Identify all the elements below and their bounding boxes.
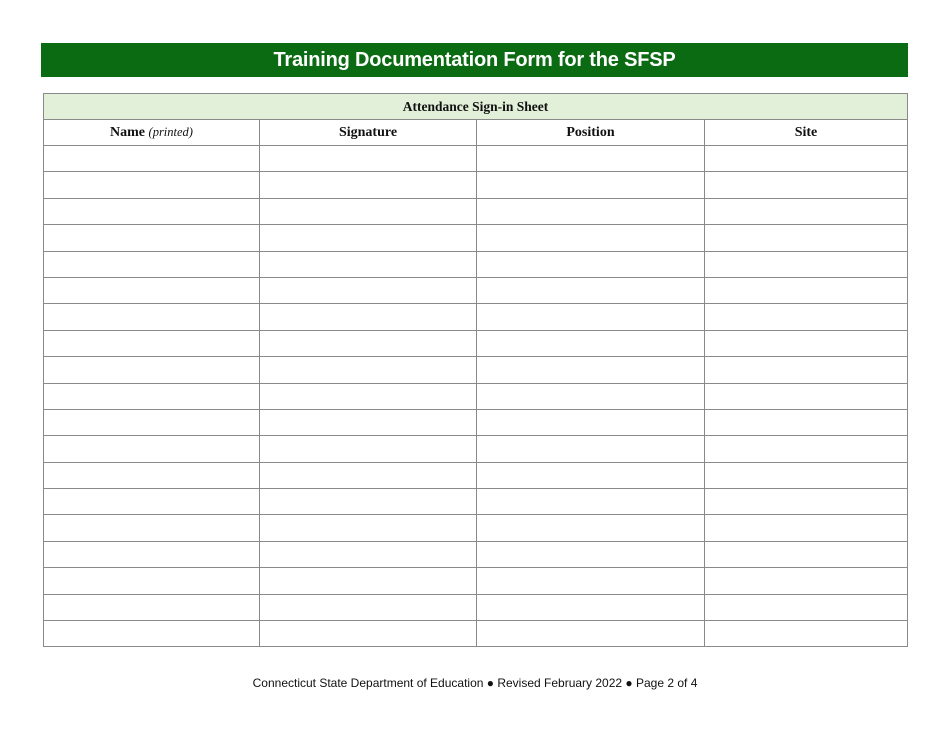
sign-in-row (44, 146, 908, 172)
sign-in-row (44, 198, 908, 224)
sign-in-row (44, 304, 908, 330)
sign-in-cell-name[interactable] (44, 568, 260, 594)
sign-in-cell-signature[interactable] (260, 304, 477, 330)
sign-in-cell-position[interactable] (477, 568, 705, 594)
sign-in-cell-name[interactable] (44, 409, 260, 435)
sign-in-cell-site[interactable] (705, 146, 908, 172)
sign-in-row (44, 489, 908, 515)
sign-in-cell-site[interactable] (705, 489, 908, 515)
sign-in-cell-position[interactable] (477, 146, 705, 172)
sign-in-cell-name[interactable] (44, 172, 260, 198)
sign-in-row (44, 383, 908, 409)
sign-in-cell-site[interactable] (705, 225, 908, 251)
sign-in-cell-signature[interactable] (260, 198, 477, 224)
sign-in-cell-name[interactable] (44, 146, 260, 172)
sign-in-row (44, 409, 908, 435)
sign-in-cell-site[interactable] (705, 568, 908, 594)
sign-in-cell-name[interactable] (44, 383, 260, 409)
sign-in-cell-signature[interactable] (260, 515, 477, 541)
sign-in-row (44, 251, 908, 277)
column-header-row (44, 120, 908, 146)
sign-in-row (44, 541, 908, 567)
sign-in-cell-signature[interactable] (260, 436, 477, 462)
sign-in-cell-position[interactable] (477, 409, 705, 435)
sign-in-rows (44, 146, 908, 647)
sign-in-row (44, 225, 908, 251)
form-title: Training Documentation Form for the SFSP (273, 48, 676, 71)
sign-in-cell-signature[interactable] (260, 409, 477, 435)
sign-in-row (44, 621, 908, 647)
form-title-banner (41, 43, 908, 77)
sign-in-cell-signature[interactable] (260, 594, 477, 620)
sign-in-cell-position[interactable] (477, 594, 705, 620)
sign-in-cell-signature[interactable] (260, 225, 477, 251)
column-header-name-label: Name (110, 124, 146, 140)
attendance-sign-in-table (43, 93, 908, 647)
sign-in-cell-signature[interactable] (260, 621, 477, 647)
sign-in-row (44, 462, 908, 488)
sign-in-cell-signature[interactable] (260, 568, 477, 594)
sign-in-cell-site[interactable] (705, 198, 908, 224)
sign-in-cell-site[interactable] (705, 515, 908, 541)
sign-in-cell-signature[interactable] (260, 330, 477, 356)
sign-in-cell-name[interactable] (44, 251, 260, 277)
sign-in-cell-site[interactable] (705, 621, 908, 647)
sign-in-cell-position[interactable] (477, 383, 705, 409)
sheet-title-row (44, 94, 908, 120)
sign-in-row (44, 172, 908, 198)
sign-in-cell-name[interactable] (44, 594, 260, 620)
sheet-title: Attendance Sign-in Sheet (44, 94, 908, 120)
sign-in-row (44, 568, 908, 594)
sign-in-cell-signature[interactable] (260, 277, 477, 303)
sign-in-row (44, 515, 908, 541)
sign-in-cell-position[interactable] (477, 515, 705, 541)
sign-in-row (44, 330, 908, 356)
sign-in-cell-position[interactable] (477, 436, 705, 462)
column-header-name (44, 120, 260, 146)
sign-in-cell-position[interactable] (477, 304, 705, 330)
sign-in-cell-position[interactable] (477, 541, 705, 567)
sign-in-cell-signature[interactable] (260, 251, 477, 277)
sign-in-cell-name[interactable] (44, 277, 260, 303)
sign-in-cell-name[interactable] (44, 436, 260, 462)
footer-text: Connecticut State Department of Education ● Revised February 2022 ● Page 2 of 4 (252, 676, 698, 690)
sign-in-cell-position[interactable] (477, 462, 705, 488)
sign-in-cell-position[interactable] (477, 357, 705, 383)
sign-in-cell-position[interactable] (477, 251, 705, 277)
sign-in-cell-site[interactable] (705, 436, 908, 462)
sign-in-cell-name[interactable] (44, 462, 260, 488)
sign-in-cell-name[interactable] (44, 330, 260, 356)
column-header-site: Site (705, 120, 908, 146)
sign-in-cell-position[interactable] (477, 172, 705, 198)
sign-in-row (44, 277, 908, 303)
sign-in-cell-name[interactable] (44, 225, 260, 251)
sign-in-cell-site[interactable] (705, 383, 908, 409)
sign-in-row (44, 357, 908, 383)
sign-in-cell-site[interactable] (705, 409, 908, 435)
sign-in-cell-signature[interactable] (260, 541, 477, 567)
sign-in-row (44, 436, 908, 462)
sign-in-cell-signature[interactable] (260, 357, 477, 383)
sign-in-cell-position[interactable] (477, 489, 705, 515)
sign-in-cell-site[interactable] (705, 462, 908, 488)
sign-in-cell-name[interactable] (44, 621, 260, 647)
column-header-name-note: (printed) (148, 124, 193, 139)
sign-in-cell-position[interactable] (477, 621, 705, 647)
sign-in-cell-position[interactable] (477, 277, 705, 303)
sign-in-cell-name[interactable] (44, 357, 260, 383)
sign-in-cell-site[interactable] (705, 251, 908, 277)
sign-in-cell-name[interactable] (44, 541, 260, 567)
sign-in-cell-signature[interactable] (260, 172, 477, 198)
sign-in-cell-site[interactable] (705, 172, 908, 198)
sign-in-cell-site[interactable] (705, 330, 908, 356)
sign-in-cell-site[interactable] (705, 304, 908, 330)
sign-in-cell-signature[interactable] (260, 489, 477, 515)
sign-in-cell-signature[interactable] (260, 383, 477, 409)
sign-in-cell-site[interactable] (705, 277, 908, 303)
sign-in-cell-signature[interactable] (260, 462, 477, 488)
column-header-position: Position (477, 120, 705, 146)
sign-in-cell-signature[interactable] (260, 146, 477, 172)
sign-in-cell-position[interactable] (477, 330, 705, 356)
sign-in-cell-name[interactable] (44, 515, 260, 541)
page-footer (0, 676, 950, 690)
sign-in-cell-name[interactable] (44, 198, 260, 224)
sign-in-cell-position[interactable] (477, 198, 705, 224)
column-header-signature: Signature (260, 120, 477, 146)
sign-in-cell-site[interactable] (705, 541, 908, 567)
sign-in-cell-site[interactable] (705, 357, 908, 383)
sign-in-cell-position[interactable] (477, 225, 705, 251)
sign-in-cell-name[interactable] (44, 304, 260, 330)
sign-in-cell-site[interactable] (705, 594, 908, 620)
sign-in-cell-name[interactable] (44, 489, 260, 515)
sign-in-row (44, 594, 908, 620)
